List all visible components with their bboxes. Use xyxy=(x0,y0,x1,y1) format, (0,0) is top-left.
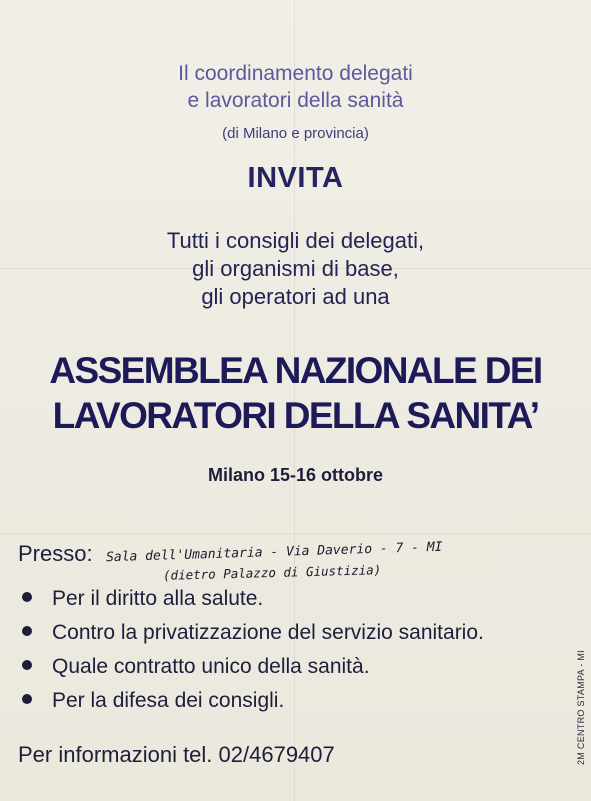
bullet-list xyxy=(18,582,484,718)
bullet-text: Per la difesa dei consigli. xyxy=(52,689,285,712)
fold-line-horizontal xyxy=(0,533,591,534)
bullet-icon xyxy=(22,694,32,704)
handwritten-venue-note: (dietro Palazzo di Giustizia) xyxy=(162,562,382,583)
list-item xyxy=(18,650,484,684)
organizer-line: Il coordinamento delegati xyxy=(178,62,413,85)
addressee-line: gli operatori ad una xyxy=(201,284,390,309)
contact-info: Per informazioni tel. 02/4679407 xyxy=(18,742,335,767)
bullet-text: Contro la privatizzazione del servizio sanitario. xyxy=(52,621,484,644)
organizer-line: e lavoratori della sanità xyxy=(187,89,404,112)
invite-heading: INVITA xyxy=(247,162,344,194)
addressee-line: Tutti i consigli dei delegati, xyxy=(166,228,425,253)
bullet-text: Per il diritto alla salute. xyxy=(52,587,264,610)
bullet-text: Quale contratto unico della sanità. xyxy=(52,655,370,678)
event-date: Milano 15-16 ottobre xyxy=(207,465,384,485)
handwritten-venue: Sala dell'Umanitaria - Via Daverio - 7 - MI xyxy=(105,539,443,566)
bullet-icon xyxy=(22,660,32,670)
list-item xyxy=(18,582,484,616)
list-item xyxy=(18,684,484,718)
list-item xyxy=(18,616,484,650)
printer-credit: 2M CENTRO STAMPA - MI xyxy=(576,650,586,765)
addressee-line: gli organismi di base, xyxy=(192,256,399,281)
headline-line: ASSEMBLEA NAZIONALE DEI xyxy=(49,350,542,391)
bullet-icon xyxy=(22,592,32,602)
venue-label: Presso: xyxy=(18,541,93,566)
headline-line: LAVORATORI DELLA SANITA’ xyxy=(52,395,539,436)
organizer-region: (di Milano e provincia) xyxy=(222,125,369,142)
bullet-icon xyxy=(22,626,32,636)
